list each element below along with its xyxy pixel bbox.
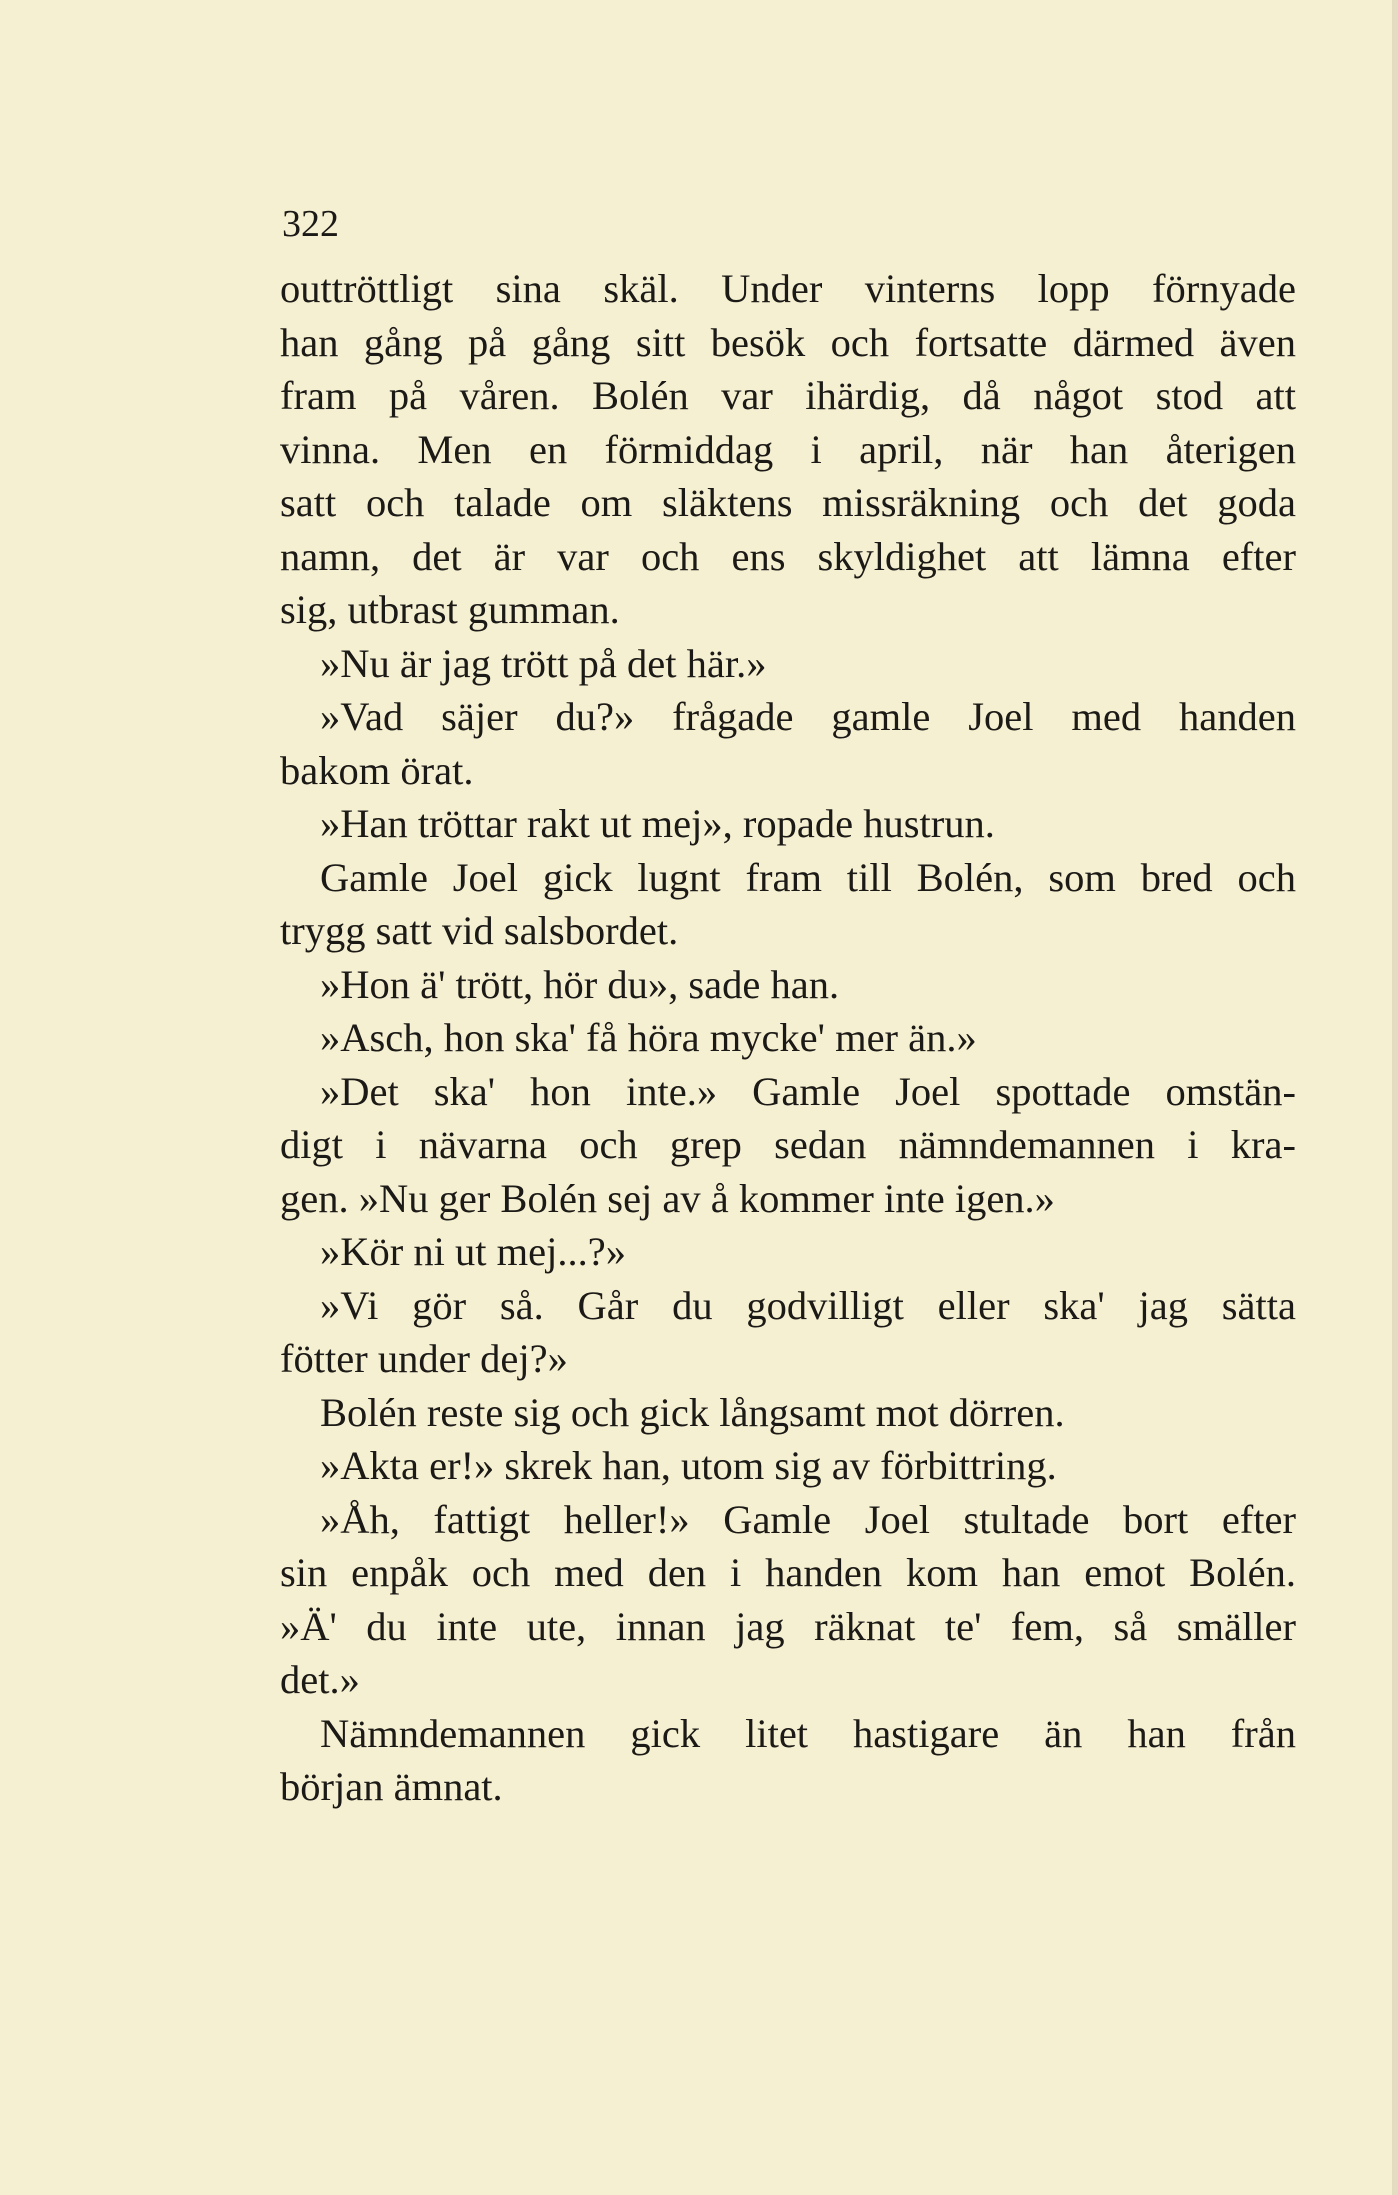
text-line: »Kör ni ut mej...?» — [320, 1229, 626, 1274]
text-line: »Han tröttar rakt ut mej», ropade hustrun. — [320, 801, 995, 846]
text-line: fram på våren. Bolén var ihärdig, då något stod att — [280, 373, 1296, 418]
text-line: sin enpåk och med den i handen kom han emot Bolén. — [280, 1550, 1296, 1595]
body-text — [280, 262, 1296, 1814]
text-line: trygg satt vid salsbordet. — [280, 908, 679, 953]
text-line: »Nu är jag trött på det här.» — [320, 640, 767, 686]
text-line: »Hon ä' trött, hör du», sade han. — [320, 961, 840, 1007]
text-line: »Åh, fattigt heller!» Gamle Joel stultade bort efter — [320, 1496, 1296, 1542]
text-line: början ämnat. — [280, 1764, 503, 1809]
text-line: namn, det är var och ens skyldighet att lämna efter — [280, 533, 1296, 579]
text-line: Bolén reste sig och gick långsamt mot dörren. — [320, 1389, 1065, 1435]
text-line: »Det ska' hon inte.» Gamle Joel spottade omstän- — [320, 1068, 1296, 1114]
page-number: 322 — [282, 203, 339, 245]
text-line: »Vad säjer du?» frågade gamle Joel med handen — [320, 694, 1296, 739]
page-edge — [1392, 0, 1398, 2195]
text-line: »Ä' du inte ute, innan jag räknat te' fem, så smäller — [280, 1603, 1296, 1649]
text-line: sig, utbrast gumman. — [280, 587, 620, 632]
text-line: det.» — [280, 1657, 360, 1702]
text-line: satt och talade om släktens missräkning och det goda — [280, 480, 1296, 525]
text-line: vinna. Men en förmiddag i april, när han återigen — [280, 426, 1296, 472]
text-line: outtröttligt sina skäl. Under vinterns lopp förnyade — [280, 266, 1296, 311]
text-line: fötter under dej?» — [280, 1336, 568, 1381]
text-line: »Akta er!» skrek han, utom sig av förbittring. — [320, 1443, 1057, 1488]
text-line: bakom örat. — [280, 747, 474, 793]
text-line: gen. »Nu ger Bolén sej av å kommer inte igen.» — [280, 1175, 1055, 1221]
text-line: Gamle Joel gick lugnt fram till Bolén, som bred och — [320, 854, 1296, 900]
text-line: »Asch, hon ska' få höra mycke' mer än.» — [320, 1015, 977, 1060]
text-line: Nämndemannen gick litet hastigare än han från — [320, 1710, 1296, 1756]
text-line: digt i nävarna och grep sedan nämndemannen i kra- — [280, 1122, 1296, 1167]
text-line: »Vi gör så. Går du godvilligt eller ska' jag sätta — [320, 1282, 1296, 1328]
text-line: han gång på gång sitt besök och fortsatte därmed även — [280, 319, 1296, 365]
